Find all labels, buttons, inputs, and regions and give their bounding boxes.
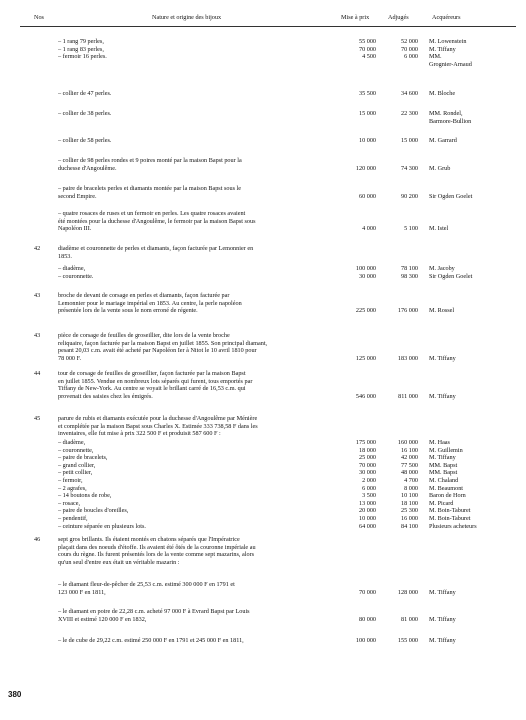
lot-description-line: Napoléon III. bbox=[58, 225, 92, 233]
starting-price-column bbox=[336, 157, 376, 172]
buyer-name: Plusieurs acheteurs bbox=[429, 522, 477, 530]
sold-price: 18 100 bbox=[400, 499, 418, 507]
lot-description-line: parure de rubis et diamants exécutée pour la duchesse d'Angoulême par Ménière bbox=[58, 415, 258, 422]
sold-price-column bbox=[381, 210, 418, 233]
starting-price bbox=[336, 292, 376, 300]
lot-description-line: – paire de boucles d'oreilles, bbox=[58, 507, 129, 515]
buyer-name bbox=[429, 300, 521, 308]
lot-description-line: 78 000 F. bbox=[58, 354, 82, 362]
sold-price-column bbox=[381, 157, 418, 172]
lot-description bbox=[58, 265, 333, 280]
buyer-name: MM. Bapst bbox=[429, 461, 458, 469]
sold-price: 8 000 bbox=[404, 484, 418, 492]
sold-price bbox=[381, 370, 418, 378]
lot-description-line: – collier de 98 perles rondes et 9 poires monté par la maison Bapst pour la bbox=[58, 157, 242, 164]
lot-description-line: en juillet 1855. Vendue en nombreux lots séparés qui furent, tous emportés par bbox=[58, 377, 253, 385]
lot-description-line: diadème et couronnette de perles et diamants, façon facturée par Lemonnier en bbox=[58, 245, 254, 252]
starting-price: 70 000 bbox=[358, 461, 376, 469]
buyer-name: M. Tiffany bbox=[429, 454, 456, 462]
starting-price: 30 000 bbox=[358, 469, 376, 477]
sold-price-column bbox=[381, 137, 418, 145]
lot-description-line: broche de devant de corsage en perles et diamants, façon facturée par bbox=[58, 292, 230, 299]
starting-price-column bbox=[336, 637, 376, 645]
header-sold-for: Adjugés bbox=[388, 14, 409, 21]
lot-description-line: – quatre rosaces de ruses et un fermoir en perles. Les quatre rosaces avaient bbox=[58, 210, 246, 217]
lot-description-line: Lemonnier pour le mariage impérial en 1853. Au centre, la perle napoléon bbox=[58, 299, 242, 307]
buyer-name-column bbox=[429, 185, 521, 200]
lot-description-line: – paire de bracelets, bbox=[58, 454, 108, 462]
starting-price: 35 500 bbox=[358, 90, 376, 97]
buyer-name bbox=[429, 370, 521, 378]
starting-price-column bbox=[336, 332, 376, 362]
sold-price: 52 000 bbox=[400, 38, 418, 45]
sold-price bbox=[381, 378, 418, 386]
buyer-name: M. Istel bbox=[429, 225, 449, 233]
starting-price bbox=[336, 347, 376, 355]
sold-price: 78 100 bbox=[400, 265, 418, 272]
buyer-name: M. Haas bbox=[429, 439, 450, 446]
sold-price: 77 500 bbox=[400, 461, 418, 469]
sold-price bbox=[381, 185, 418, 193]
buyer-name: M. Lowenstein bbox=[429, 38, 467, 45]
lot-description-line: – couronnette, bbox=[58, 446, 94, 454]
sold-price: 48 000 bbox=[400, 469, 418, 477]
sold-price-column bbox=[381, 370, 418, 400]
starting-price: 10 000 bbox=[358, 137, 376, 144]
sold-price bbox=[381, 292, 418, 300]
starting-price: 4 000 bbox=[362, 225, 376, 233]
buyer-name bbox=[429, 385, 521, 393]
lot-description-line: XVIII et estimé 120 000 F en 1832, bbox=[58, 615, 147, 623]
lot-description bbox=[58, 185, 333, 200]
starting-price: 125 000 bbox=[355, 354, 376, 362]
starting-price bbox=[336, 370, 376, 378]
lot-description bbox=[58, 370, 333, 400]
lot-description-line: – 2 agrafes, bbox=[58, 484, 87, 492]
lot-description-line: – collier de 38 perles. bbox=[58, 110, 112, 117]
buyer-name-column bbox=[429, 137, 521, 145]
sold-price: 98 300 bbox=[400, 272, 418, 280]
sold-price-column bbox=[381, 90, 418, 98]
lot-description bbox=[58, 38, 333, 61]
buyer-name bbox=[429, 347, 521, 355]
sold-price bbox=[381, 332, 418, 340]
starting-price bbox=[336, 332, 376, 340]
lot-description bbox=[58, 110, 333, 118]
sold-price-column bbox=[381, 38, 418, 61]
starting-price: 25 000 bbox=[358, 454, 376, 462]
sold-price: 74 300 bbox=[400, 164, 418, 172]
buyer-name: M. Tiffany bbox=[429, 392, 456, 400]
buyer-name: M. Garrard bbox=[429, 137, 457, 144]
buyer-name: MM. bbox=[429, 53, 442, 61]
lot-description-line: – le diamant fleur-de-pêcher de 25,53 c.m. estimé 300 000 F en 1791 et bbox=[58, 581, 235, 588]
buyer-name bbox=[429, 608, 521, 616]
starting-price: 30 000 bbox=[358, 272, 376, 280]
lot-description-line: 123 000 F en 1811, bbox=[58, 588, 106, 596]
starting-price: 4 500 bbox=[362, 53, 376, 61]
buyer-name: MM. Bapst bbox=[429, 469, 458, 477]
sold-price bbox=[381, 218, 418, 226]
starting-price: 64 000 bbox=[358, 522, 376, 530]
starting-price: 3 500 bbox=[362, 492, 376, 500]
starting-price bbox=[336, 300, 376, 308]
starting-price: 70 000 bbox=[358, 588, 376, 596]
lot-description-line: – 14 boutons de robe, bbox=[58, 492, 112, 500]
buyer-name-column bbox=[429, 157, 521, 172]
buyer-name: M. Jacoby bbox=[429, 265, 455, 272]
buyer-name: M. Picard bbox=[429, 499, 454, 507]
sold-price-column bbox=[381, 292, 418, 315]
header-starting-price: Mise à prix bbox=[341, 14, 370, 21]
lot-number: 46 bbox=[34, 536, 41, 543]
lot-description-line: – collier de 47 perles. bbox=[58, 90, 112, 97]
sold-price: 70 000 bbox=[400, 45, 418, 53]
buyer-name: M. Tiffany bbox=[429, 588, 456, 596]
lot-description-line: pièce de corsage de feuilles de groseillier, dite lors de la vente broche bbox=[58, 332, 230, 339]
header-number: Nos bbox=[34, 14, 44, 21]
lot-description-line: – le diamant en poire de 22,28 c.m. acheté 97 000 F à Evrard Bapst par Louis bbox=[58, 608, 250, 615]
lot-description-line: plaçait dans des noeuds d'étoffe. Ils avaient été ôtés de la couronne impériale au bbox=[58, 543, 256, 551]
starting-price: 100 000 bbox=[355, 265, 376, 272]
buyer-name: M. Beaumont bbox=[429, 484, 464, 492]
lot-description-line: – pendentif, bbox=[58, 514, 88, 522]
starting-price-column bbox=[336, 185, 376, 200]
starting-price: 2 000 bbox=[362, 476, 376, 484]
starting-price bbox=[336, 218, 376, 226]
lot-description-line: duchesse d'Angoulême. bbox=[58, 164, 117, 172]
sold-price: 5 100 bbox=[404, 225, 418, 233]
buyer-name bbox=[429, 157, 521, 165]
starting-price-column bbox=[336, 137, 376, 145]
buyer-name: M. Guillemin bbox=[429, 446, 463, 454]
starting-price-column bbox=[336, 38, 376, 61]
sold-price-column bbox=[381, 110, 418, 118]
starting-price: 225 000 bbox=[355, 307, 376, 315]
lot-description-line: – le de cube de 29,22 c.m. estimé 250 000 F en 1791 et 245 000 F en 1811, bbox=[58, 637, 244, 644]
lot-description-line: – ceinture séparée en plusieurs lots. bbox=[58, 522, 146, 530]
lot-description-line: été montées pour la duchesse d'Angoulême, le fermoir par la maison Bapst sous bbox=[58, 217, 256, 225]
buyer-name bbox=[429, 210, 521, 218]
lot-description bbox=[58, 90, 333, 98]
starting-price bbox=[336, 378, 376, 386]
sold-price: 128 000 bbox=[397, 588, 418, 596]
buyer-name: Barmore-Bullion bbox=[429, 117, 472, 125]
sold-price-column bbox=[381, 608, 418, 623]
buyer-name: M. Tiffany bbox=[429, 354, 456, 362]
sold-price-column bbox=[381, 581, 418, 596]
sold-price: 42 000 bbox=[400, 454, 418, 462]
buyer-name: Sir Ogden Goelet bbox=[429, 272, 473, 280]
sold-price: 176 000 bbox=[397, 307, 418, 315]
lot-description-line: et complétée par la maison Bapst sous Charles X. Estimée 333 738,58 F dans les bbox=[58, 422, 258, 430]
lot-description bbox=[58, 439, 333, 530]
lot-description bbox=[58, 332, 333, 362]
lot-description bbox=[58, 245, 333, 260]
lot-description bbox=[58, 415, 333, 438]
lot-description bbox=[58, 137, 333, 145]
buyer-name: M. Tiffany bbox=[429, 45, 456, 53]
starting-price-column bbox=[336, 581, 376, 596]
buyer-name bbox=[429, 218, 521, 226]
page-number: 380 bbox=[8, 690, 22, 699]
buyer-name: M. Rossel bbox=[429, 307, 455, 315]
starting-price bbox=[336, 210, 376, 218]
buyer-name: M. Boin-Taburet bbox=[429, 507, 471, 515]
buyer-name-column bbox=[429, 210, 521, 233]
lot-number: 43 bbox=[34, 332, 41, 339]
lot-number: 45 bbox=[34, 415, 41, 422]
lot-description-line: sept gros brillants. Ils étaient montés en chatons séparés que l'Impératrice bbox=[58, 536, 240, 543]
sold-price bbox=[381, 581, 418, 589]
lot-description bbox=[58, 157, 333, 172]
starting-price bbox=[336, 385, 376, 393]
starting-price: 120 000 bbox=[355, 164, 376, 172]
lot-description-line: qu'un seul d'entre eux était un véritable mazarin : bbox=[58, 558, 180, 566]
sold-price-column bbox=[381, 185, 418, 200]
starting-price: 60 000 bbox=[358, 192, 376, 200]
sold-price: 16 000 bbox=[400, 514, 418, 522]
sold-price: 34 600 bbox=[400, 90, 418, 97]
starting-price-column bbox=[336, 110, 376, 118]
buyer-name-column bbox=[429, 370, 521, 400]
sold-price-column bbox=[381, 439, 418, 530]
lot-number: 42 bbox=[34, 245, 41, 252]
sold-price bbox=[381, 300, 418, 308]
buyer-name: M. Grub bbox=[429, 164, 451, 172]
lot-description-line: – 1 rang 83 perles, bbox=[58, 45, 104, 53]
lot-description-line: – couronnette. bbox=[58, 272, 94, 280]
lot-description-line: – diadème, bbox=[58, 265, 86, 272]
buyer-name-column bbox=[429, 637, 521, 645]
lot-description-line: présentée lors de la vente sous le nom erroné de régente. bbox=[58, 307, 198, 315]
starting-price bbox=[336, 185, 376, 193]
buyer-name-column bbox=[429, 265, 521, 280]
sold-price: 81 000 bbox=[400, 615, 418, 623]
buyer-name-column bbox=[429, 439, 521, 530]
sold-price: 10 100 bbox=[400, 492, 418, 500]
lot-description-line: provenait des saisies chez les émigrés. bbox=[58, 392, 153, 400]
lot-description-line: – fermoir, bbox=[58, 476, 83, 484]
starting-price: 10 000 bbox=[358, 514, 376, 522]
starting-price: 15 000 bbox=[358, 110, 376, 117]
starting-price-column bbox=[336, 370, 376, 400]
sold-price bbox=[381, 347, 418, 355]
buyer-name: Sir Ogden Goelet bbox=[429, 192, 473, 200]
starting-price-column bbox=[336, 90, 376, 98]
lot-description-line: tour de corsage de feuilles de groseillier, façon facturée par la maison Bapst bbox=[58, 370, 246, 377]
buyer-name bbox=[429, 340, 521, 348]
sold-price: 4 700 bbox=[404, 476, 418, 484]
starting-price-column bbox=[336, 292, 376, 315]
sold-price-column bbox=[381, 265, 418, 280]
buyer-name: M. Chaland bbox=[429, 476, 459, 484]
buyer-name-column bbox=[429, 292, 521, 315]
starting-price: 70 000 bbox=[358, 45, 376, 53]
lot-description-line: 1853. bbox=[58, 252, 72, 260]
sold-price: 811 000 bbox=[398, 392, 418, 400]
starting-price: 20 000 bbox=[358, 507, 376, 515]
buyer-name: MM. Rondel, bbox=[429, 110, 463, 117]
lot-description-line: inventaires, elle fut mise à prix 322 500 F et produisit 587 600 F : bbox=[58, 430, 221, 438]
starting-price: 175 000 bbox=[355, 439, 376, 446]
sold-price bbox=[381, 385, 418, 393]
lot-description-line: – paire de bracelets perles et diamants montée par la maison Bapst sous le bbox=[58, 185, 241, 192]
lot-description bbox=[58, 210, 333, 233]
header-buyers: Acquéreurs bbox=[432, 14, 461, 21]
buyer-name bbox=[429, 185, 521, 193]
sold-price-column bbox=[381, 332, 418, 362]
buyer-name-column bbox=[429, 38, 521, 68]
sold-price: 183 000 bbox=[397, 354, 418, 362]
starting-price-column bbox=[336, 608, 376, 623]
lot-description-line: Tiffany de New-York. Au centre se voyait le brillant carré de 16,53 c.m. qui bbox=[58, 385, 246, 393]
buyer-name-column bbox=[429, 110, 521, 125]
lot-description-line: – diadème, bbox=[58, 439, 86, 446]
buyer-name: Grognier-Arnaud bbox=[429, 60, 472, 68]
buyer-name-column bbox=[429, 332, 521, 362]
buyer-name: M. Bloche bbox=[429, 90, 456, 97]
lot-description-line: – rosace, bbox=[58, 499, 80, 507]
buyer-name bbox=[429, 581, 521, 589]
lot-number: 44 bbox=[34, 370, 41, 377]
sold-price bbox=[381, 340, 418, 348]
starting-price: 18 000 bbox=[358, 446, 376, 454]
sold-price bbox=[381, 157, 418, 165]
starting-price: 546 000 bbox=[355, 392, 376, 400]
buyer-name: M. Boin-Taburet bbox=[429, 514, 471, 522]
starting-price bbox=[336, 581, 376, 589]
sold-price-column bbox=[381, 637, 418, 645]
lot-description-line: – grand collier, bbox=[58, 461, 96, 469]
buyer-name bbox=[429, 292, 521, 300]
starting-price-column bbox=[336, 439, 376, 530]
lot-description bbox=[58, 292, 333, 315]
sold-price: 90 200 bbox=[400, 192, 418, 200]
lot-description-line: – collier de 58 perles. bbox=[58, 137, 112, 144]
starting-price: 100 000 bbox=[355, 637, 376, 644]
lot-description bbox=[58, 536, 333, 566]
lot-description bbox=[58, 608, 333, 623]
sold-price bbox=[381, 608, 418, 616]
sold-price bbox=[381, 210, 418, 218]
sold-price: 155 000 bbox=[397, 637, 418, 644]
sold-price: 25 300 bbox=[400, 507, 418, 515]
buyer-name-column bbox=[429, 90, 521, 98]
lot-description-line: pesant 20,03 c.m. avait été acheté par Napoléon Ier à Nitot le 10 avril 1810 pour bbox=[58, 347, 257, 355]
buyer-name: M. Tiffany bbox=[429, 615, 456, 623]
starting-price bbox=[336, 340, 376, 348]
sold-price: 16 100 bbox=[400, 446, 418, 454]
lot-number: 43 bbox=[34, 292, 41, 299]
starting-price bbox=[336, 157, 376, 165]
lot-description-line: – fermoir 16 perles. bbox=[58, 53, 107, 61]
lot-description-line: – petit collier, bbox=[58, 469, 93, 477]
buyer-name bbox=[429, 332, 521, 340]
sold-price: 6 000 bbox=[404, 53, 418, 61]
starting-price: 55 000 bbox=[358, 38, 376, 45]
header-rule bbox=[20, 26, 516, 27]
sold-price: 15 000 bbox=[400, 137, 418, 144]
sold-price: 84 100 bbox=[400, 522, 418, 530]
buyer-name: M. Tiffany bbox=[429, 637, 456, 644]
starting-price: 6 000 bbox=[362, 484, 376, 492]
starting-price-column bbox=[336, 210, 376, 233]
starting-price: 80 000 bbox=[358, 615, 376, 623]
starting-price: 13 000 bbox=[358, 499, 376, 507]
lot-description-line: reliquaire, façon facturée par la maison Bapst en juillet 1855. Son principal diamant, bbox=[58, 339, 268, 347]
starting-price-column bbox=[336, 265, 376, 280]
buyer-name bbox=[429, 378, 521, 386]
lot-description-line: – 1 rang 79 perles, bbox=[58, 38, 104, 45]
buyer-name-column bbox=[429, 581, 521, 596]
lot-description bbox=[58, 637, 333, 645]
lot-description bbox=[58, 581, 333, 596]
header-description: Nature et origine des bijoux bbox=[152, 14, 222, 21]
sold-price: 22 300 bbox=[400, 110, 418, 117]
lot-description-line: second Empire. bbox=[58, 192, 97, 200]
lot-description-line: cours du règne. Ils furent présentés lors de la vente comme sept mazarins, alors bbox=[58, 551, 255, 559]
buyer-name: Baron de Horn bbox=[429, 492, 466, 500]
starting-price bbox=[336, 608, 376, 616]
sold-price: 160 000 bbox=[397, 439, 418, 446]
buyer-name-column bbox=[429, 608, 521, 623]
